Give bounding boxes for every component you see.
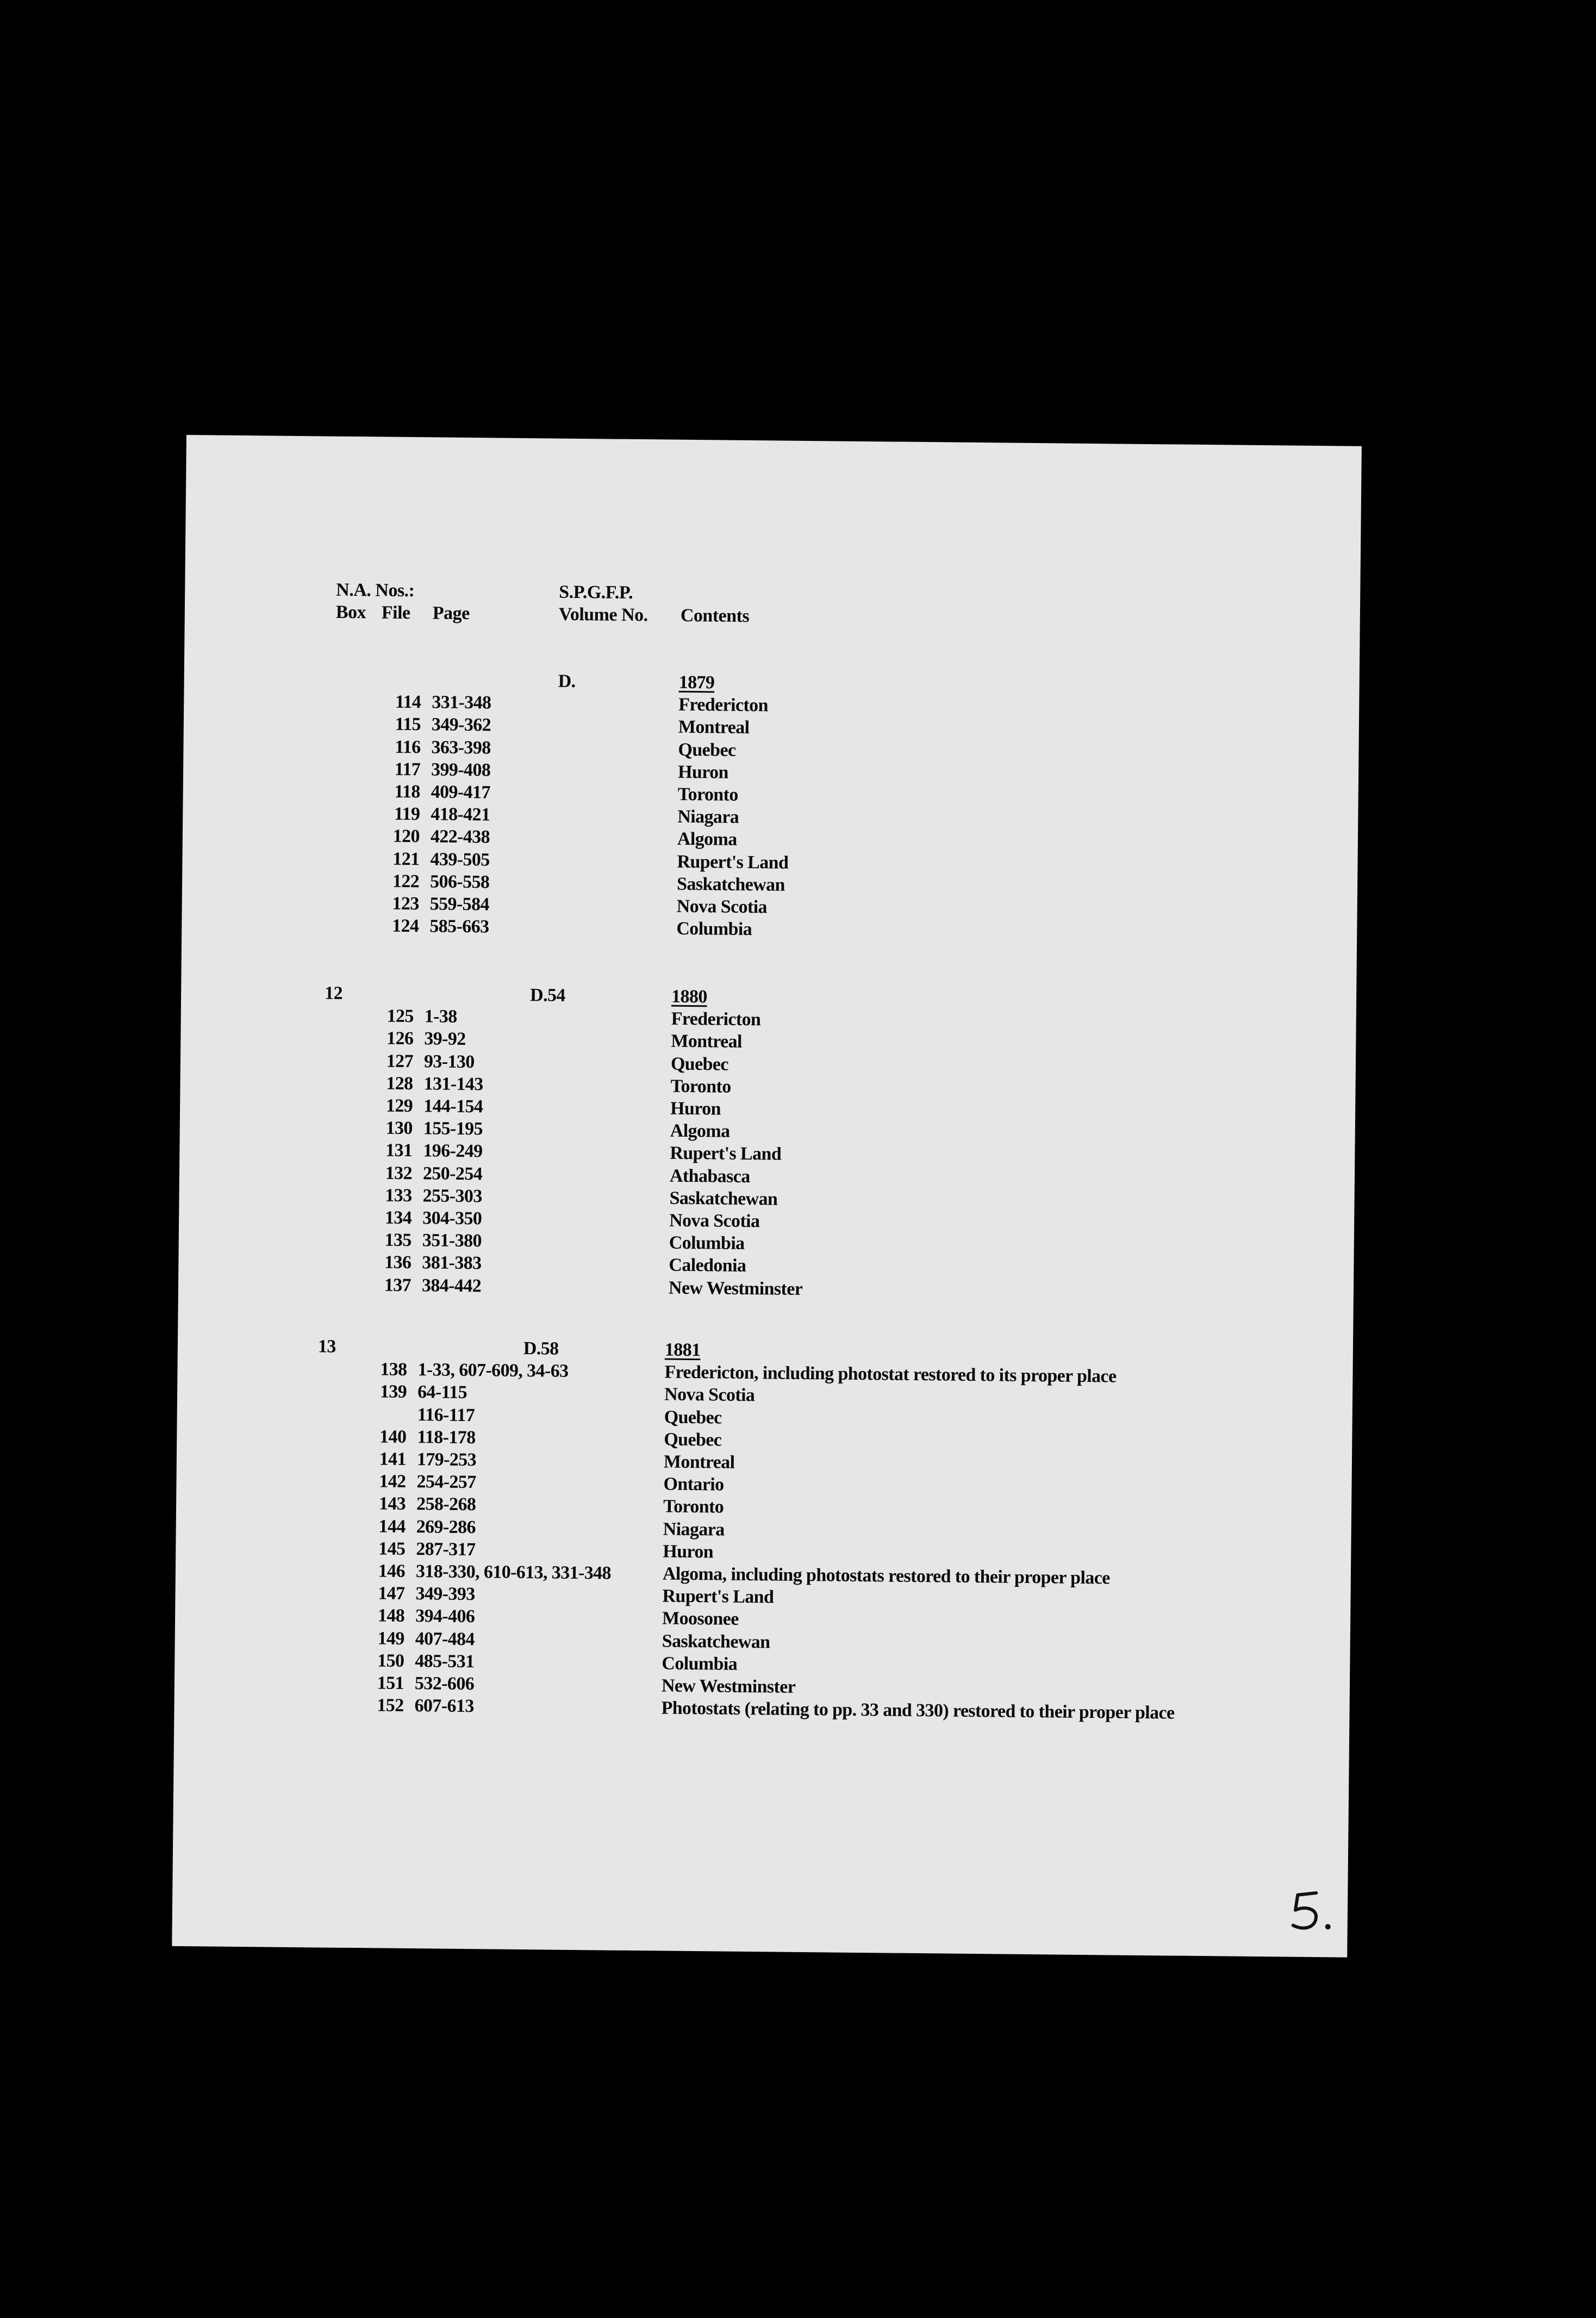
page-range: 394-406 [415, 1606, 475, 1627]
file-number: 116 [395, 737, 421, 757]
contents-entry: Quebec [664, 1429, 722, 1450]
page-range: 1-33, 607-609, 34-63 [417, 1360, 569, 1382]
contents-entry: Niagara [677, 806, 739, 827]
contents-entry: Nova Scotia [676, 896, 768, 918]
box-number: 13 [317, 1336, 336, 1357]
file-number: 142 [379, 1471, 406, 1492]
page-range: 422-438 [430, 826, 490, 848]
page-range: 64-115 [417, 1382, 467, 1403]
contents-entry: Montreal [671, 1031, 743, 1052]
file-number: 131 [385, 1140, 413, 1161]
page-range: 116-117 [417, 1404, 475, 1425]
page-range: 331-348 [432, 692, 491, 713]
page-range: 258-268 [416, 1494, 476, 1515]
contents-entry: Niagara [663, 1519, 725, 1540]
page-range: 363-398 [431, 737, 491, 758]
page-range: 254-257 [416, 1472, 476, 1493]
contents-entry: Saskatchewan [676, 874, 785, 895]
page-column-header: Page [432, 603, 470, 624]
contents-entry: Athabasca [669, 1166, 750, 1187]
file-number: 126 [386, 1028, 414, 1049]
contents-entry: Ontario [663, 1474, 724, 1495]
page-range: 349-393 [415, 1584, 475, 1605]
handwritten-page-number [1282, 1880, 1343, 1941]
file-number: 133 [385, 1185, 412, 1206]
volume-column-header: Volume No. [558, 604, 648, 626]
contents-entry: Huron [670, 1098, 721, 1119]
page-range: 407-484 [415, 1628, 475, 1649]
file-number: 122 [392, 871, 420, 892]
file-number: 130 [385, 1118, 413, 1139]
page-range: 318-330, 610-613, 331-348 [415, 1561, 612, 1584]
contents-entry: Rupert's Land [677, 851, 789, 873]
page-range: 418-421 [431, 804, 490, 825]
page-range: 155-195 [423, 1118, 483, 1139]
section-1881 [178, 1335, 1353, 1723]
contents-entry: Huron [663, 1541, 714, 1562]
contents-entry: Columbia [669, 1232, 745, 1254]
file-number: 139 [379, 1381, 407, 1403]
page-range: 409-417 [431, 782, 491, 803]
file-number: 150 [377, 1650, 404, 1671]
page-range: 287-317 [416, 1538, 476, 1560]
contents-entry: Photostats (relating to pp. 33 and 330) restored to their proper place [661, 1698, 1175, 1723]
volume-number: D.54 [529, 985, 565, 1006]
page-range: 349-362 [431, 714, 491, 736]
contents-entry: Fredericton [678, 694, 769, 716]
year-heading: 1879 [678, 672, 715, 693]
volume-number: D.58 [523, 1338, 559, 1359]
file-number: 118 [394, 781, 420, 802]
contents-entry: Huron [677, 762, 729, 783]
file-number: 151 [377, 1673, 404, 1693]
contents-entry: Saskatchewan [662, 1631, 770, 1652]
page-range: 255-303 [422, 1186, 482, 1207]
year-heading: 1880 [671, 986, 707, 1007]
page-range: 381-383 [422, 1253, 482, 1274]
file-number: 144 [378, 1516, 406, 1537]
contents-entry: Nova Scotia [669, 1210, 760, 1232]
page-range: 506-558 [429, 871, 490, 893]
contents-entry: New Westminster [661, 1675, 796, 1697]
file-number: 134 [384, 1207, 412, 1229]
contents-entry: Columbia [676, 918, 752, 940]
page-range: 585-663 [429, 916, 489, 937]
file-number: 120 [392, 826, 420, 847]
volume-number: D. [558, 671, 576, 691]
year-heading: 1881 [664, 1339, 701, 1361]
page-range: 118-178 [417, 1426, 476, 1448]
contents-entry: Toronto [663, 1496, 724, 1517]
file-number: 149 [377, 1628, 404, 1649]
file-number: 148 [377, 1605, 405, 1627]
file-number: 145 [378, 1538, 406, 1559]
file-number [366, 1404, 407, 1405]
page-range: 131-143 [423, 1074, 483, 1095]
contents-entry: Fredericton [671, 1008, 761, 1030]
file-number: 141 [379, 1449, 407, 1469]
contents-entry: Saskatchewan [669, 1188, 778, 1210]
contents-entry: Nova Scotia [664, 1384, 755, 1406]
contents-entry: Quebec [670, 1054, 729, 1075]
file-number: 119 [394, 803, 420, 825]
section-1879 [184, 668, 1360, 940]
page-range: 93-130 [423, 1051, 475, 1072]
document-page [172, 435, 1362, 1958]
file-number: 115 [395, 714, 421, 735]
page-range: 39-92 [424, 1029, 466, 1050]
contents-entry: Rupert's Land [662, 1586, 774, 1607]
na-nos-heading: N.A. Nos.: [336, 580, 415, 601]
file-number: 138 [380, 1359, 407, 1380]
contents-entry: Montreal [678, 717, 750, 738]
box-number: 12 [324, 983, 343, 1004]
contents-entry: Algoma [677, 829, 737, 850]
file-number: 147 [378, 1583, 405, 1604]
contents-entry: Toronto [677, 784, 738, 805]
box-column-header: Box [335, 602, 366, 623]
file-number: 124 [391, 915, 419, 937]
contents-entry: Caledonia [669, 1255, 746, 1276]
file-number: 114 [395, 691, 421, 713]
page-range: 196-249 [423, 1141, 483, 1162]
contents-entry: Algoma, including photostats restored to their proper place [662, 1563, 1110, 1588]
page-range: 250-254 [422, 1163, 483, 1184]
page-range: 144-154 [423, 1096, 483, 1117]
file-number: 129 [385, 1095, 413, 1117]
page-range: 384-442 [421, 1275, 482, 1296]
file-number: 117 [394, 759, 421, 780]
page-range: 351-380 [422, 1230, 482, 1251]
file-number: 121 [392, 849, 420, 869]
contents-entry: Fredericton, including photostat restored to its proper place [664, 1362, 1117, 1387]
contents-entry: Algoma [670, 1120, 730, 1142]
file-number: 135 [384, 1230, 412, 1251]
page-range: 559-584 [429, 894, 490, 915]
page-range: 439-505 [430, 849, 490, 870]
page-range: 269-286 [416, 1516, 476, 1537]
contents-entry: Toronto [670, 1076, 731, 1097]
file-number: 137 [384, 1275, 412, 1295]
page-range: 179-253 [416, 1449, 477, 1470]
file-number: 152 [377, 1695, 404, 1716]
page-range: 1-38 [424, 1006, 457, 1027]
spgfp-heading: S.P.G.F.P. [559, 582, 633, 603]
file-number: 132 [385, 1163, 413, 1183]
page-range: 399-408 [431, 759, 491, 781]
file-column-header: File [381, 602, 410, 623]
page-range: 532-606 [414, 1673, 475, 1694]
file-number: 143 [378, 1493, 406, 1515]
file-number: 127 [386, 1051, 414, 1071]
contents-entry: New Westminster [668, 1278, 803, 1299]
file-number: 128 [386, 1073, 413, 1094]
page-range: 607-613 [414, 1696, 474, 1717]
contents-entry: Rupert's Land [670, 1143, 782, 1164]
file-number: 125 [386, 1006, 414, 1027]
contents-entry: Montreal [663, 1451, 735, 1473]
contents-entry: Quebec [678, 739, 736, 761]
file-number: 140 [379, 1426, 407, 1447]
contents-entry: Columbia [662, 1653, 738, 1674]
contents-entry: Moosonee [662, 1608, 739, 1630]
file-number: 123 [392, 893, 419, 914]
contents-column-header: Contents [680, 605, 750, 626]
contents-entry: Quebec [664, 1407, 722, 1428]
page-range: 485-531 [415, 1650, 475, 1672]
file-number: 146 [378, 1561, 406, 1581]
file-number: 136 [384, 1252, 412, 1273]
section-1880 [181, 982, 1356, 1299]
page-range: 304-350 [422, 1208, 482, 1229]
